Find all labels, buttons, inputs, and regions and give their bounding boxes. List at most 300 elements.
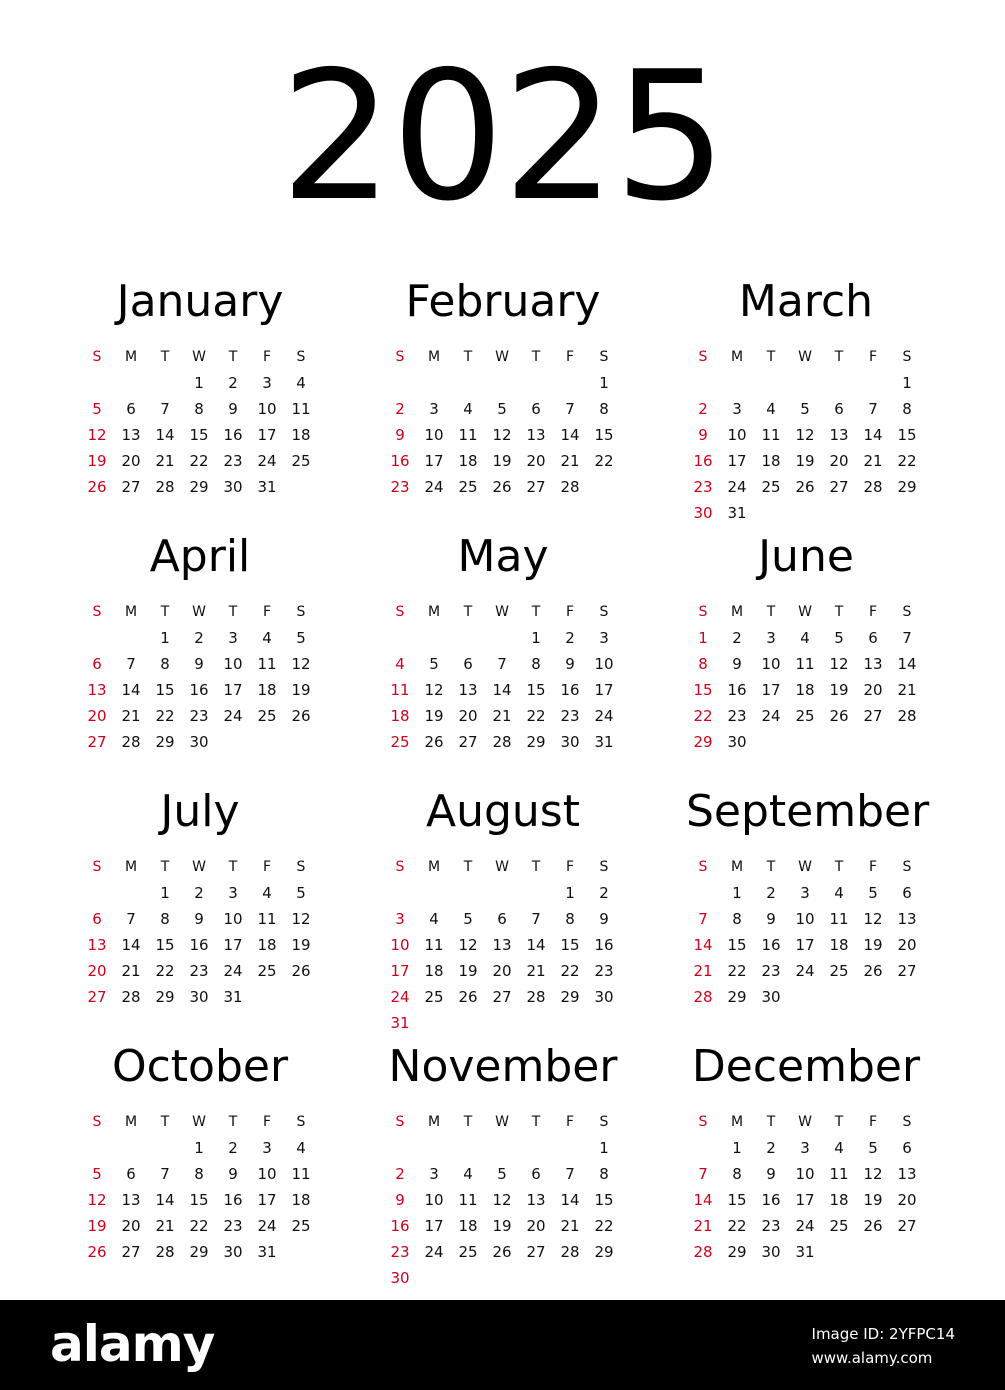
day-cell: 5	[868, 884, 878, 902]
day-cell: 20	[863, 681, 883, 699]
empty-cell	[417, 880, 451, 906]
day-cell: 8	[194, 400, 204, 418]
day-cell: 18	[257, 681, 277, 699]
day-cell: 5	[296, 629, 306, 647]
day-cell: 27	[526, 478, 546, 496]
day-cell: 24	[727, 478, 747, 496]
weekday-label: F	[262, 1114, 272, 1130]
day-cell: 30	[761, 1243, 781, 1261]
weekday-label: W	[495, 859, 509, 875]
day-cell: 15	[155, 681, 175, 699]
day-cell: 25	[829, 1217, 849, 1235]
day-cell: 29	[526, 733, 546, 751]
day-cell: 23	[390, 478, 410, 496]
day-cell: 9	[228, 400, 238, 418]
day-cell: 15	[155, 936, 175, 954]
empty-cell	[553, 1135, 587, 1161]
day-cell: 19	[291, 681, 311, 699]
day-cell: 21	[693, 1217, 713, 1235]
day-cell: 26	[458, 988, 478, 1006]
day-cell: 28	[155, 478, 175, 496]
empty-cell	[754, 370, 788, 396]
day-cell: 21	[155, 452, 175, 470]
day-cell: 2	[395, 400, 405, 418]
empty-cell	[485, 880, 519, 906]
day-cell: 2	[228, 374, 238, 392]
day-cell: 24	[424, 1243, 444, 1261]
website-line: www.alamy.com	[811, 1349, 933, 1367]
day-cell: 14	[863, 426, 883, 444]
day-cell: 17	[223, 681, 243, 699]
day-cell: 30	[189, 988, 209, 1006]
day-grid	[686, 344, 926, 526]
weekday-label: T	[228, 349, 238, 365]
day-cell: 10	[257, 1165, 277, 1183]
day-cell: 27	[458, 733, 478, 751]
day-cell: 10	[390, 936, 410, 954]
day-cell: 13	[526, 1191, 546, 1209]
weekday-label: S	[92, 604, 102, 620]
weekday-label: T	[463, 604, 473, 620]
day-cell: 12	[291, 910, 311, 928]
day-cell: 18	[458, 452, 478, 470]
day-cell: 15	[897, 426, 917, 444]
empty-cell	[80, 1135, 114, 1161]
day-cell: 1	[599, 1139, 609, 1157]
weekday-label: T	[766, 604, 776, 620]
weekday-label: W	[495, 604, 509, 620]
day-cell: 9	[766, 910, 776, 928]
day-cell: 13	[87, 681, 107, 699]
day-cell: 20	[458, 707, 478, 725]
day-cell: 4	[296, 374, 306, 392]
day-cell: 17	[257, 426, 277, 444]
day-cell: 23	[761, 1217, 781, 1235]
empty-cell	[856, 370, 890, 396]
day-cell: 20	[897, 1191, 917, 1209]
day-cell: 12	[492, 426, 512, 444]
day-cell: 11	[458, 426, 478, 444]
day-cell: 16	[189, 681, 209, 699]
day-cell: 2	[194, 629, 204, 647]
day-cell: 27	[87, 988, 107, 1006]
day-cell: 6	[868, 629, 878, 647]
day-cell: 27	[121, 478, 141, 496]
day-cell: 31	[257, 478, 277, 496]
day-cell: 9	[732, 655, 742, 673]
day-cell: 19	[492, 1217, 512, 1235]
day-cell: 13	[492, 936, 512, 954]
day-cell: 9	[194, 910, 204, 928]
weekday-label: W	[798, 604, 812, 620]
day-grid	[383, 854, 623, 1036]
weekday-label: S	[599, 859, 609, 875]
day-cell: 16	[761, 936, 781, 954]
day-cell: 9	[599, 910, 609, 928]
day-cell: 17	[223, 936, 243, 954]
month-name: October	[111, 1041, 289, 1092]
day-cell: 5	[463, 910, 473, 928]
weekday-label: S	[698, 349, 708, 365]
day-cell: 11	[257, 655, 277, 673]
day-grid	[686, 854, 926, 1010]
day-cell: 16	[390, 1217, 410, 1235]
day-cell: 27	[526, 1243, 546, 1261]
day-cell: 22	[727, 962, 747, 980]
day-cell: 16	[560, 681, 580, 699]
day-cell: 1	[732, 1139, 742, 1157]
day-cell: 24	[761, 707, 781, 725]
day-cell: 25	[458, 478, 478, 496]
day-cell: 1	[194, 1139, 204, 1157]
day-cell: 9	[194, 655, 204, 673]
day-cell: 26	[291, 707, 311, 725]
day-cell: 21	[526, 962, 546, 980]
day-cell: 29	[189, 1243, 209, 1261]
day-cell: 18	[761, 452, 781, 470]
day-cell: 25	[795, 707, 815, 725]
day-cell: 23	[560, 707, 580, 725]
day-cell: 25	[424, 988, 444, 1006]
empty-cell	[114, 370, 148, 396]
day-grid	[686, 599, 926, 755]
day-cell: 23	[693, 478, 713, 496]
day-cell: 10	[257, 400, 277, 418]
alamy-logo: alamy	[50, 1315, 215, 1373]
day-cell: 15	[594, 426, 614, 444]
weekday-label: M	[427, 859, 441, 875]
day-cell: 14	[693, 936, 713, 954]
day-cell: 14	[121, 681, 141, 699]
day-cell: 10	[795, 1165, 815, 1183]
day-cell: 22	[155, 962, 175, 980]
day-cell: 25	[291, 452, 311, 470]
weekday-label: T	[228, 604, 238, 620]
day-cell: 5	[868, 1139, 878, 1157]
months-grid	[0, 276, 1005, 1290]
day-cell: 29	[155, 988, 175, 1006]
day-cell: 5	[92, 1165, 102, 1183]
empty-cell	[519, 880, 553, 906]
day-cell: 19	[492, 452, 512, 470]
day-cell: 4	[395, 655, 405, 673]
day-cell: 14	[155, 426, 175, 444]
weekday-label: W	[798, 1114, 812, 1130]
day-cell: 23	[189, 707, 209, 725]
day-cell: 8	[194, 1165, 204, 1183]
day-cell: 29	[727, 1243, 747, 1261]
weekday-label: S	[599, 604, 609, 620]
day-cell: 13	[458, 681, 478, 699]
weekday-label: M	[730, 349, 744, 365]
empty-cell	[114, 880, 148, 906]
day-cell: 26	[863, 1217, 883, 1235]
weekday-label: F	[262, 604, 272, 620]
weekday-label: M	[124, 1114, 138, 1130]
weekday-label: S	[296, 349, 306, 365]
day-cell: 13	[897, 1165, 917, 1183]
day-cell: 2	[732, 629, 742, 647]
day-grid	[383, 599, 623, 755]
day-cell: 25	[291, 1217, 311, 1235]
weekday-label: T	[463, 349, 473, 365]
weekday-label: M	[427, 1114, 441, 1130]
day-cell: 10	[424, 426, 444, 444]
day-cell: 29	[594, 1243, 614, 1261]
day-cell: 12	[863, 910, 883, 928]
day-cell: 14	[693, 1191, 713, 1209]
day-cell: 8	[160, 910, 170, 928]
empty-cell	[451, 880, 485, 906]
day-cell: 27	[829, 478, 849, 496]
day-cell: 4	[262, 629, 272, 647]
day-cell: 20	[526, 1217, 546, 1235]
weekday-label: W	[192, 349, 206, 365]
day-cell: 28	[121, 733, 141, 751]
day-cell: 10	[761, 655, 781, 673]
day-cell: 25	[761, 478, 781, 496]
empty-cell	[788, 370, 822, 396]
day-cell: 23	[727, 707, 747, 725]
day-cell: 8	[599, 1165, 609, 1183]
day-cell: 16	[727, 681, 747, 699]
day-cell: 4	[463, 400, 473, 418]
day-cell: 10	[223, 910, 243, 928]
weekday-label: S	[599, 349, 609, 365]
day-cell: 26	[87, 1243, 107, 1261]
day-cell: 19	[291, 936, 311, 954]
day-cell: 22	[189, 452, 209, 470]
day-cell: 13	[121, 1191, 141, 1209]
day-cell: 13	[863, 655, 883, 673]
weekday-label: M	[730, 1114, 744, 1130]
day-cell: 4	[834, 1139, 844, 1157]
day-cell: 15	[727, 1191, 747, 1209]
day-cell: 26	[863, 962, 883, 980]
weekday-label: S	[395, 859, 405, 875]
day-cell: 23	[390, 1243, 410, 1261]
day-cell: 11	[829, 1165, 849, 1183]
weekday-label: S	[395, 1114, 405, 1130]
day-cell: 4	[463, 1165, 473, 1183]
day-cell: 16	[223, 1191, 243, 1209]
day-cell: 7	[565, 1165, 575, 1183]
day-cell: 18	[257, 936, 277, 954]
day-cell: 17	[727, 452, 747, 470]
month-name: December	[691, 1041, 921, 1092]
day-cell: 18	[829, 1191, 849, 1209]
day-cell: 11	[291, 1165, 311, 1183]
day-cell: 30	[727, 733, 747, 751]
day-cell: 1	[902, 374, 912, 392]
day-cell: 17	[257, 1191, 277, 1209]
day-cell: 17	[795, 1191, 815, 1209]
weekday-label: T	[160, 349, 170, 365]
day-cell: 2	[228, 1139, 238, 1157]
day-cell: 28	[693, 988, 713, 1006]
day-grid	[686, 1109, 926, 1265]
weekday-label: T	[834, 1114, 844, 1130]
day-cell: 30	[761, 988, 781, 1006]
day-cell: 26	[87, 478, 107, 496]
day-cell: 23	[223, 452, 243, 470]
day-cell: 26	[424, 733, 444, 751]
day-cell: 22	[594, 452, 614, 470]
day-cell: 31	[727, 504, 747, 522]
day-cell: 7	[126, 655, 136, 673]
day-cell: 9	[228, 1165, 238, 1183]
day-cell: 6	[902, 1139, 912, 1157]
day-cell: 28	[560, 478, 580, 496]
day-cell: 1	[599, 374, 609, 392]
empty-cell	[383, 880, 417, 906]
empty-cell	[686, 880, 720, 906]
day-grid	[80, 854, 320, 1010]
day-cell: 31	[594, 733, 614, 751]
day-cell: 2	[698, 400, 708, 418]
day-cell: 2	[766, 1139, 776, 1157]
day-cell: 17	[390, 962, 410, 980]
day-cell: 1	[698, 629, 708, 647]
weekday-label: W	[192, 1114, 206, 1130]
weekday-label: T	[160, 1114, 170, 1130]
day-cell: 27	[121, 1243, 141, 1261]
day-cell: 6	[92, 910, 102, 928]
day-cell: 7	[160, 400, 170, 418]
day-cell: 22	[155, 707, 175, 725]
day-cell: 31	[257, 1243, 277, 1261]
day-cell: 4	[262, 884, 272, 902]
weekday-label: T	[834, 604, 844, 620]
weekday-label: T	[531, 604, 541, 620]
weekday-label: S	[395, 604, 405, 620]
day-cell: 7	[160, 1165, 170, 1183]
day-cell: 16	[594, 936, 614, 954]
weekday-label: S	[902, 604, 912, 620]
empty-cell	[451, 370, 485, 396]
weekday-label: S	[92, 1114, 102, 1130]
day-cell: 9	[395, 1191, 405, 1209]
day-cell: 25	[257, 707, 277, 725]
empty-cell	[417, 370, 451, 396]
day-cell: 23	[189, 962, 209, 980]
day-cell: 19	[829, 681, 849, 699]
day-cell: 11	[795, 655, 815, 673]
day-cell: 15	[526, 681, 546, 699]
day-cell: 21	[121, 707, 141, 725]
day-cell: 18	[291, 1191, 311, 1209]
day-cell: 17	[761, 681, 781, 699]
day-cell: 27	[897, 962, 917, 980]
day-cell: 26	[829, 707, 849, 725]
day-cell: 4	[296, 1139, 306, 1157]
day-cell: 22	[526, 707, 546, 725]
day-cell: 29	[727, 988, 747, 1006]
day-cell: 23	[594, 962, 614, 980]
weekday-label: S	[296, 604, 306, 620]
day-cell: 21	[560, 1217, 580, 1235]
day-cell: 6	[834, 400, 844, 418]
day-cell: 13	[897, 910, 917, 928]
day-cell: 10	[795, 910, 815, 928]
empty-cell	[148, 1135, 182, 1161]
empty-cell	[686, 370, 720, 396]
day-cell: 15	[189, 1191, 209, 1209]
day-cell: 15	[594, 1191, 614, 1209]
day-cell: 26	[492, 478, 512, 496]
day-cell: 3	[429, 1165, 439, 1183]
empty-cell	[383, 1135, 417, 1161]
day-cell: 11	[458, 1191, 478, 1209]
empty-cell	[485, 370, 519, 396]
day-cell: 29	[560, 988, 580, 1006]
day-cell: 15	[189, 426, 209, 444]
day-cell: 24	[795, 962, 815, 980]
empty-cell	[519, 1135, 553, 1161]
weekday-label: T	[766, 859, 776, 875]
day-cell: 13	[87, 936, 107, 954]
day-cell: 22	[897, 452, 917, 470]
empty-cell	[519, 370, 553, 396]
day-cell: 21	[693, 962, 713, 980]
day-cell: 4	[834, 884, 844, 902]
day-cell: 22	[560, 962, 580, 980]
day-cell: 3	[228, 884, 238, 902]
day-cell: 24	[223, 707, 243, 725]
weekday-label: S	[599, 1114, 609, 1130]
day-cell: 7	[902, 629, 912, 647]
day-cell: 28	[560, 1243, 580, 1261]
day-cell: 29	[189, 478, 209, 496]
day-cell: 18	[795, 681, 815, 699]
day-cell: 3	[766, 629, 776, 647]
day-cell: 22	[727, 1217, 747, 1235]
day-cell: 28	[492, 733, 512, 751]
weekday-label: T	[766, 1114, 776, 1130]
weekday-label: F	[868, 1114, 878, 1130]
day-cell: 19	[424, 707, 444, 725]
day-cell: 15	[727, 936, 747, 954]
day-cell: 4	[800, 629, 810, 647]
empty-cell	[383, 370, 417, 396]
day-cell: 18	[424, 962, 444, 980]
day-cell: 11	[291, 400, 311, 418]
day-cell: 6	[126, 1165, 136, 1183]
empty-cell	[114, 625, 148, 651]
weekday-label: S	[902, 349, 912, 365]
day-cell: 30	[693, 504, 713, 522]
day-cell: 15	[560, 936, 580, 954]
weekday-label: F	[868, 859, 878, 875]
empty-cell	[80, 880, 114, 906]
day-cell: 5	[429, 655, 439, 673]
day-cell: 6	[497, 910, 507, 928]
empty-cell	[80, 625, 114, 651]
day-cell: 8	[698, 655, 708, 673]
weekday-label: T	[463, 859, 473, 875]
day-cell: 27	[87, 733, 107, 751]
day-cell: 29	[897, 478, 917, 496]
day-cell: 5	[296, 884, 306, 902]
day-cell: 30	[223, 478, 243, 496]
day-cell: 1	[194, 374, 204, 392]
day-cell: 11	[761, 426, 781, 444]
day-cell: 21	[121, 962, 141, 980]
month-name: April	[149, 531, 251, 582]
month-name: June	[758, 531, 854, 582]
day-cell: 29	[155, 733, 175, 751]
day-cell: 2	[599, 884, 609, 902]
